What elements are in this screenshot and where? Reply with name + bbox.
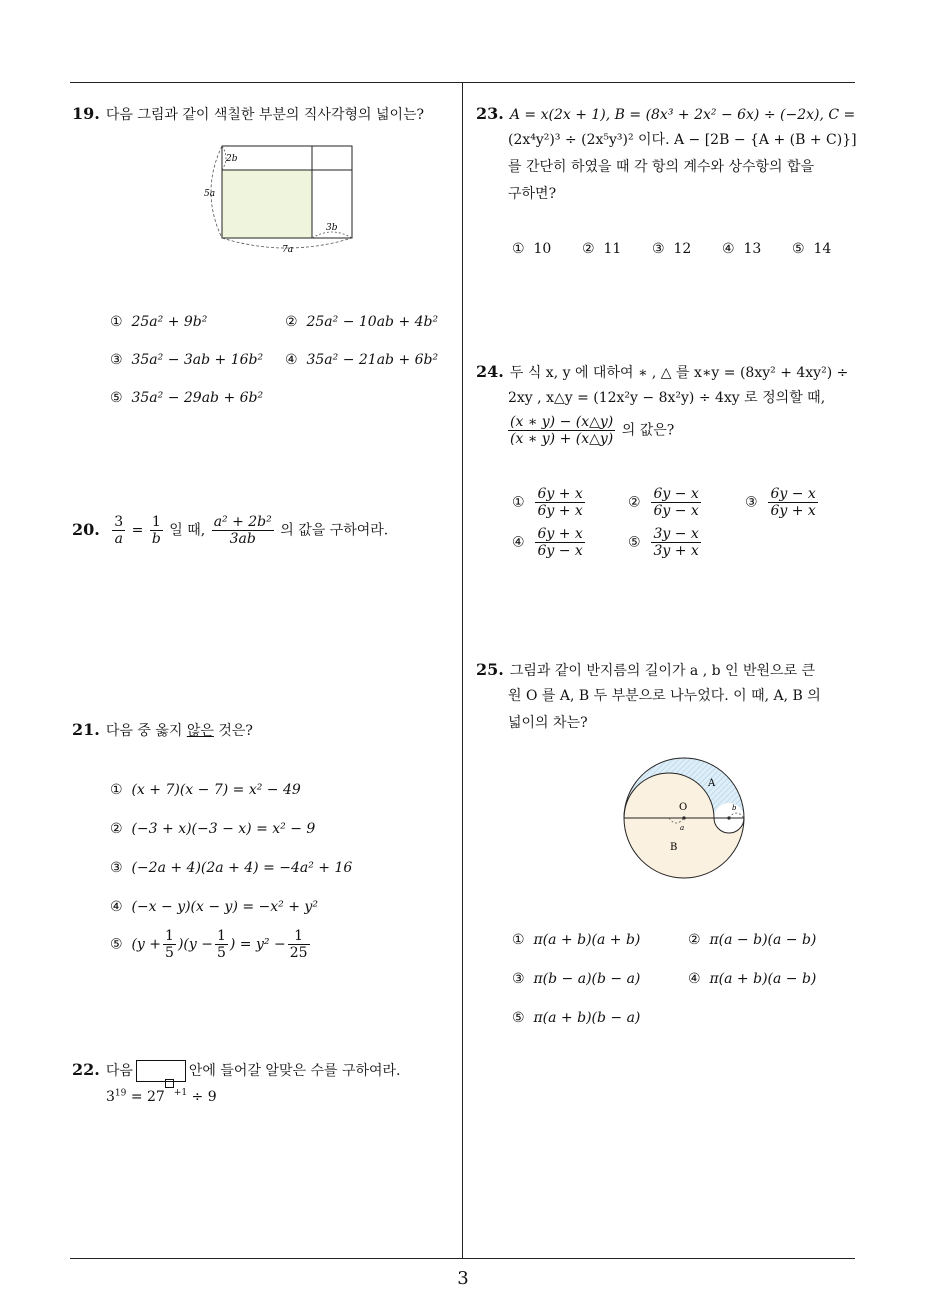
option-text: 35a² − 21ab + 6b² <box>306 352 439 368</box>
question-24-line3 <box>506 414 674 447</box>
question-25 <box>476 656 815 685</box>
page-number: 3 <box>457 1268 469 1289</box>
option-mark: ③ <box>110 352 123 368</box>
question-number: 21. <box>72 720 100 739</box>
answer-box[interactable] <box>136 1060 186 1082</box>
question-text: 것은? <box>213 723 253 739</box>
q25-option-1[interactable] <box>512 930 640 950</box>
option-text: ) = y² − <box>229 936 286 953</box>
option-text: π(a + b)(a + b) <box>533 932 641 948</box>
fraction: $\frac{1}{5}$ <box>216 928 226 961</box>
question-23 <box>476 100 855 129</box>
question-number: 25. <box>476 660 504 679</box>
option-text: π(a + b)(b − a) <box>533 1010 641 1026</box>
question-text: 두 식 x, y 에 대하여 ∗ , △ 를 x∗y = (8xy² + 4xy²) ÷ <box>509 365 849 381</box>
q21-option-5[interactable] <box>110 928 312 961</box>
question-number: 23. <box>476 104 504 123</box>
option-text: 11 <box>603 241 622 257</box>
question-text: 의 값은? <box>621 422 675 439</box>
question-21 <box>72 716 253 745</box>
option-mark: ① <box>512 494 525 511</box>
q25-option-4[interactable] <box>688 969 816 989</box>
fraction: $\frac{1}{5}$ <box>165 928 174 961</box>
label-b-radius: b <box>732 804 737 812</box>
option-mark: ⑤ <box>792 241 805 257</box>
question-text: 안에 들어갈 알맞은 수를 구하여라. <box>188 1063 401 1079</box>
circle-figure <box>618 752 750 884</box>
option-mark: ② <box>582 241 595 257</box>
question-text: 그림과 같이 반지름의 길이가 a , b 인 반원으로 큰 <box>509 663 816 679</box>
option-text: (−x − y)(x − y) = −x² + y² <box>131 899 318 915</box>
q25-option-3[interactable] <box>512 969 640 989</box>
option-mark: ④ <box>688 971 701 987</box>
option-mark: ③ <box>110 860 123 876</box>
q19-option-4[interactable] <box>285 350 438 370</box>
question-23-line4: 구하면? <box>508 186 557 202</box>
bottom-rule <box>70 1258 855 1259</box>
label-a-radius: a <box>680 824 685 832</box>
q24-option-2[interactable] <box>628 486 703 519</box>
question-number: 19. <box>72 104 100 123</box>
option-text: (−3 + x)(−3 − x) = x² − 9 <box>131 821 316 837</box>
q23-option-3[interactable] <box>652 239 691 259</box>
option-mark: ⑤ <box>110 936 123 953</box>
q23-option-2[interactable] <box>582 239 621 259</box>
question-text: A = x(2x + 1), B = (8x³ + 2x² − 6x) ÷ (−2x), C = <box>509 107 856 123</box>
q19-option-5[interactable] <box>110 388 263 408</box>
question-24 <box>476 358 848 387</box>
q19-option-3[interactable] <box>110 350 263 370</box>
question-text: 의 값을 구하여라. <box>280 522 389 539</box>
option-text: (x + 7)(x − 7) = x² − 49 <box>131 782 301 798</box>
q21-option-4[interactable] <box>110 897 318 917</box>
column-divider <box>462 83 463 1258</box>
fraction-expression: $\frac{(x ∗ y) - (x\triangle y)}{(x ∗ y) + (x\triangle y)}$ <box>510 414 614 447</box>
q23-option-5[interactable] <box>792 239 831 259</box>
option-text: 14 <box>813 241 832 257</box>
q25-option-2[interactable] <box>688 930 816 950</box>
option-mark: ② <box>628 494 641 511</box>
option-text: π(a − b)(a − b) <box>709 932 817 948</box>
option-mark: ④ <box>285 352 298 368</box>
label-3b: 3b <box>326 223 338 233</box>
option-text: 25a² + 9b² <box>131 314 208 330</box>
option-mark: ④ <box>512 534 525 551</box>
label-5a: 5a <box>204 189 216 199</box>
q24-option-4[interactable] <box>512 526 587 559</box>
option-mark: ① <box>512 241 525 257</box>
shaded-rectangle <box>222 170 312 238</box>
q21-option-3[interactable] <box>110 858 352 878</box>
fraction-3-over-a: $\frac{3}{a}$ <box>114 514 124 547</box>
q19-option-1[interactable] <box>110 312 207 332</box>
q21-option-2[interactable] <box>110 819 315 839</box>
option-text: 35a² − 3ab + 16b² <box>131 352 264 368</box>
label-2b: 2b <box>226 154 238 164</box>
option-mark: ⑤ <box>628 534 641 551</box>
option-text: 25a² − 10ab + 4b² <box>306 314 439 330</box>
option-mark: ③ <box>652 241 665 257</box>
question-text: 다음 중 옳지 <box>105 723 187 739</box>
question-25-line3: 넓이의 차는? <box>508 715 588 731</box>
rectangle-figure <box>198 140 368 258</box>
question-25-line2: 원 O 를 A, B 두 부분으로 나누었다. 이 때, A, B 의 <box>508 688 821 704</box>
option-fraction: $\frac{6y + x}{6y + x}$ <box>537 486 583 519</box>
question-text: 다음 그림과 같이 색칠한 부분의 직사각형의 넓이는? <box>105 107 425 123</box>
fraction: $\frac{1}{25}$ <box>289 928 308 961</box>
q21-option-1[interactable] <box>110 780 301 800</box>
option-text: (−2a + 4)(2a + 4) = −4a² + 16 <box>131 860 353 876</box>
question-number: 20. <box>72 519 100 539</box>
option-mark: ① <box>512 932 525 948</box>
question-text: 다음 <box>105 1063 133 1079</box>
question-24-line2: 2xy , x△y = (12x²y − 8x²y) ÷ 4xy 로 정의할 때, <box>508 390 826 406</box>
q22-equation: $3^{19} = 27$ $^{+1}$ ÷ 9 <box>106 1084 217 1111</box>
label-7a: 7a <box>282 245 294 255</box>
q24-option-3[interactable] <box>745 486 820 519</box>
fraction-1-over-b: $\frac{1}{b}$ <box>151 514 161 547</box>
option-text: 10 <box>533 241 552 257</box>
option-mark: ④ <box>110 899 123 915</box>
option-text: 12 <box>673 241 692 257</box>
option-mark: ⑤ <box>110 390 123 406</box>
underlined-word: 않은 <box>186 723 214 739</box>
fraction-expression: $\frac{\text{a² + 2b²}}{3ab}$ <box>213 514 272 547</box>
label-b-region: B <box>670 842 678 853</box>
q25-option-5[interactable] <box>512 1008 640 1028</box>
question-number: 22. <box>72 1060 100 1079</box>
question-22 <box>72 1056 401 1085</box>
option-mark: ⑤ <box>512 1010 525 1026</box>
option-mark: ④ <box>722 241 735 257</box>
option-text: 13 <box>743 241 762 257</box>
small-box-icon <box>165 1079 174 1088</box>
question-23-line2: (2x⁴y²)³ ÷ (2x⁵y³)² 이다. A − [2B − {A + (B + C)}] <box>508 132 857 148</box>
option-fraction: $\frac{6y + x}{6y - x}$ <box>537 526 583 559</box>
equals-sign: = <box>131 522 144 539</box>
q19-option-2[interactable] <box>285 312 438 332</box>
question-23-line3: 를 간단히 하였을 때 각 항의 계수와 상수항의 합을 <box>508 159 815 175</box>
option-fraction: $\frac{3y - x}{3y + x}$ <box>653 526 699 559</box>
option-mark: ② <box>688 932 701 948</box>
question-number: 24. <box>476 362 504 381</box>
label-a-region: A <box>708 778 716 789</box>
option-fraction: $\frac{6y - x}{6y - x}$ <box>653 486 699 519</box>
label-o: O <box>679 802 688 813</box>
option-mark: ③ <box>745 494 758 511</box>
option-mark: ③ <box>512 971 525 987</box>
question-19 <box>72 100 424 129</box>
option-mark: ② <box>110 821 123 837</box>
option-mark: ① <box>110 782 123 798</box>
option-text: π(a + b)(a − b) <box>709 971 817 987</box>
q23-option-1[interactable] <box>512 239 551 259</box>
question-20 <box>72 514 388 547</box>
option-text: (y + <box>131 936 162 953</box>
option-fraction: $\frac{6y - x}{6y + x}$ <box>770 486 816 519</box>
question-text: 일 때, <box>169 522 206 539</box>
q23-option-4[interactable] <box>722 239 761 259</box>
option-mark: ② <box>285 314 298 330</box>
option-text: 35a² − 29ab + 6b² <box>131 390 264 406</box>
option-text: )(y − <box>177 936 213 953</box>
q24-option-5[interactable] <box>628 526 703 559</box>
option-mark: ① <box>110 314 123 330</box>
q24-option-1[interactable] <box>512 486 587 519</box>
option-text: π(b − a)(b − a) <box>533 971 641 987</box>
